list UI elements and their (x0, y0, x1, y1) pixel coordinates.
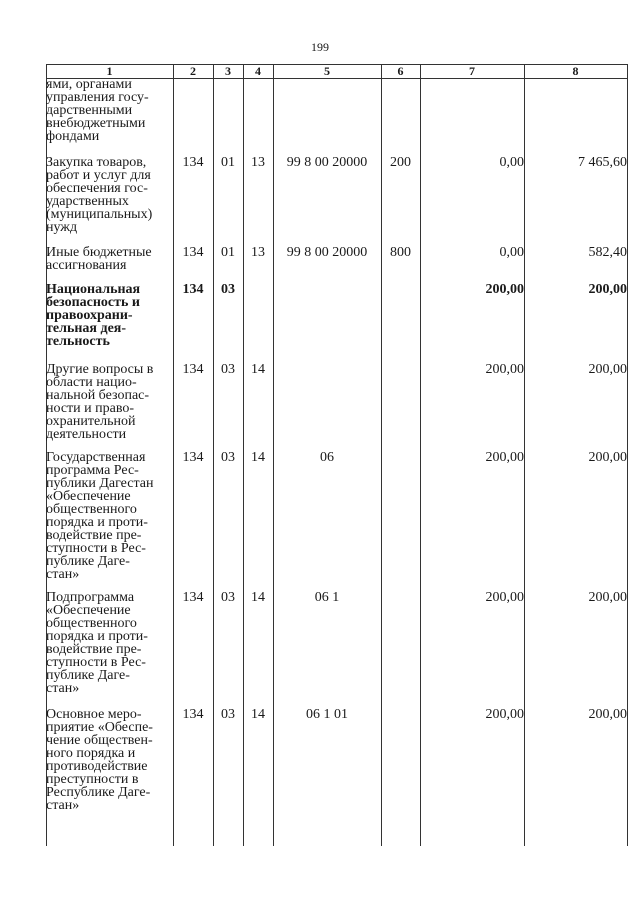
amount-col7-cell: 200,00 (485, 282, 524, 297)
amount-col7-cell: 200,00 (485, 707, 524, 722)
expense-type-cell: 800 (390, 245, 411, 260)
column-divider (627, 64, 628, 846)
table-header-row (46, 64, 627, 78)
section-code-cell (213, 78, 243, 156)
section-code-cell: 01 (221, 155, 235, 170)
name-line: ударственных (46, 194, 129, 209)
table-row (46, 246, 627, 283)
amount-col8-cell: 200,00 (588, 590, 627, 605)
admin-code-cell: 134 (182, 450, 204, 465)
name-line: ступности в Рес- (46, 541, 146, 556)
name-line: порядка и проти- (46, 629, 148, 644)
table-row (46, 451, 627, 591)
name-line: публики Дагестан (46, 476, 154, 491)
admin-code-cell: 134 (182, 707, 204, 722)
admin-code-cell: 134 (182, 245, 204, 260)
column-header: 7 (469, 63, 475, 78)
name-line: Другие вопросы в (46, 363, 154, 377)
admin-code-cell: 134 (182, 282, 204, 297)
subsection-code-cell: 14 (251, 590, 265, 605)
amount-col8-cell: 7 465,60 (578, 155, 627, 170)
subsection-code-cell (243, 78, 273, 156)
expense-type-cell (381, 78, 420, 156)
name-line: публике Даге- (46, 554, 130, 569)
name-cell (46, 708, 173, 838)
name-line: (муниципальных) (46, 207, 153, 222)
admin-code-cell: 134 (182, 155, 204, 170)
amount-col8-cell: 582,40 (588, 245, 627, 260)
name-line: ступности в Рес- (46, 655, 146, 670)
target-article-cell: 06 (320, 450, 334, 465)
amount-col8-cell: 200,00 (588, 707, 627, 722)
name-line: стан» (46, 798, 80, 813)
name-line: публике Даге- (46, 668, 130, 683)
name-line: общественного (46, 616, 137, 631)
name-line: ности и право- (46, 401, 135, 416)
name-line: «Обеспечение (46, 603, 131, 618)
name-line: области нацио- (46, 375, 137, 390)
name-line: Национальная (46, 283, 141, 297)
name-line: ного порядка и (46, 746, 136, 761)
section-code-cell: 01 (221, 245, 235, 260)
name-line: преступности в (46, 772, 139, 787)
name-line: управления госу- (46, 90, 149, 105)
amount-col8-cell (524, 78, 627, 156)
subsection-code-cell: 14 (251, 707, 265, 722)
expense-type-cell (381, 708, 420, 838)
amount-col7-cell (420, 78, 524, 156)
name-line: охранительной (46, 414, 136, 429)
name-line: тельность (46, 334, 110, 349)
amount-col7-cell: 200,00 (485, 450, 524, 465)
name-cell (46, 246, 173, 283)
name-cell (46, 451, 173, 591)
admin-code-cell (173, 78, 213, 156)
name-line: ями, органами (46, 78, 132, 92)
admin-code-cell: 134 (182, 590, 204, 605)
amount-col8-cell: 200,00 (588, 450, 627, 465)
name-cell (46, 283, 173, 363)
target-article-cell: 99 8 00 20000 (286, 245, 368, 260)
name-line: внебюджетными (46, 116, 146, 131)
amount-col7-cell: 0,00 (499, 245, 524, 260)
expense-type-cell (381, 451, 420, 591)
name-line: чение обществен- (46, 733, 153, 748)
name-line: «Обеспечение (46, 489, 131, 504)
name-line: правоохрани- (46, 308, 133, 323)
subsection-code-cell: 14 (251, 362, 265, 377)
name-line: деятельности (46, 427, 127, 442)
name-line: водействие пре- (46, 642, 142, 657)
name-line: противодействие (46, 759, 148, 774)
name-line: дарственными (46, 103, 133, 118)
name-line: ассигнования (46, 258, 127, 273)
column-header: 4 (255, 63, 261, 78)
subsection-code-cell: 14 (251, 450, 265, 465)
target-article-cell: 06 1 (314, 590, 340, 605)
budget-table (46, 64, 627, 838)
name-line: порядка и проти- (46, 515, 148, 530)
column-header: 5 (324, 63, 330, 78)
column-header: 8 (572, 63, 579, 78)
expense-type-cell (381, 283, 420, 363)
column-header: 2 (190, 63, 196, 78)
name-line: Закупка товаров, (46, 156, 147, 170)
section-code-cell: 03 (221, 590, 235, 605)
table-row (46, 708, 627, 838)
admin-code-cell: 134 (182, 362, 204, 377)
name-line: Основное меро- (46, 708, 142, 722)
name-line: безопасность и (46, 295, 140, 310)
target-article-cell (273, 78, 381, 156)
section-code-cell: 03 (221, 450, 235, 465)
name-cell (46, 363, 173, 451)
table-row (46, 78, 627, 156)
amount-col8-cell: 200,00 (588, 362, 627, 377)
name-line: стан» (46, 567, 80, 582)
column-header: 1 (106, 63, 113, 78)
section-code-cell: 03 (221, 707, 235, 722)
section-code-cell: 03 (221, 362, 235, 377)
name-line: общественного (46, 502, 137, 517)
table-row (46, 591, 627, 708)
table-row (46, 363, 627, 451)
section-code-cell: 03 (221, 282, 235, 297)
name-line: Подпрограмма (46, 591, 135, 605)
subsection-code-cell: 13 (251, 155, 265, 170)
name-line: Иные бюджетные (46, 246, 152, 260)
name-line: работ и услуг для (46, 168, 151, 183)
amount-col8-cell: 200,00 (588, 282, 627, 297)
table-row (46, 156, 627, 246)
expense-type-cell (381, 591, 420, 708)
name-cell (46, 156, 173, 246)
name-cell (46, 591, 173, 708)
expense-type-cell (381, 363, 420, 451)
name-line: тельная дея- (46, 321, 127, 336)
page-number: 199 (311, 40, 329, 54)
name-line: водействие пре- (46, 528, 142, 543)
target-article-cell (273, 363, 381, 451)
target-article-cell: 06 1 01 (306, 707, 348, 722)
name-line: Республике Даге- (46, 785, 151, 800)
name-line: нальной безопас- (46, 388, 150, 403)
amount-col7-cell: 200,00 (485, 362, 524, 377)
name-line: Государственная (46, 451, 146, 465)
name-line: фондами (46, 129, 100, 144)
table-row (46, 283, 627, 363)
name-line: программа Рес- (46, 463, 139, 478)
name-cell (46, 78, 173, 156)
target-article-cell: 99 8 00 20000 (286, 155, 368, 170)
column-header: 3 (225, 63, 231, 78)
name-line: приятие «Обеспе- (46, 720, 153, 735)
name-line: нужд (46, 220, 78, 235)
subsection-code-cell (243, 283, 273, 363)
target-article-cell (273, 283, 381, 363)
amount-col7-cell: 0,00 (499, 155, 524, 170)
expense-type-cell: 200 (390, 155, 411, 170)
subsection-code-cell: 13 (251, 245, 265, 260)
name-line: обеспечения гос- (46, 181, 148, 196)
name-line: стан» (46, 681, 80, 696)
amount-col7-cell: 200,00 (485, 590, 524, 605)
column-header: 6 (397, 63, 404, 78)
